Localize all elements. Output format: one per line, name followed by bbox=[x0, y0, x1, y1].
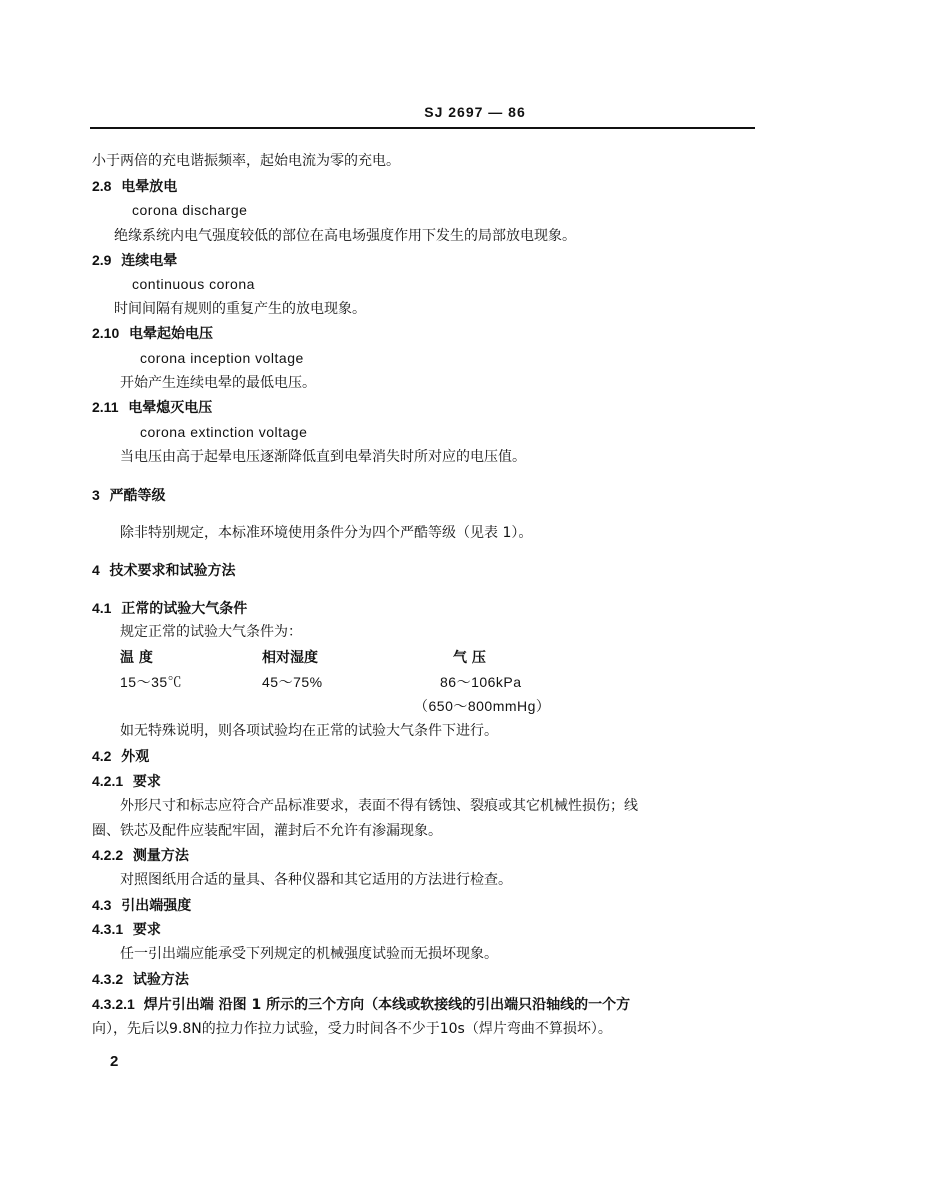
body-text: 圈、铁芯及配件应装配牢固，灌封后不允许有渗漏现象。 bbox=[92, 823, 442, 839]
english-term: continuous corona bbox=[132, 276, 255, 292]
page-number: 2 bbox=[110, 1053, 119, 1070]
definition-text: 绝缘系统内电气强度较低的部位在高电场强度作用下发生的局部放电现象。 bbox=[114, 228, 576, 244]
clause-4-3-heading: 4.3 引出端强度 bbox=[92, 897, 192, 914]
standard-code-header: SJ 2697 — 86 bbox=[424, 104, 526, 120]
temperature-header: 温 度 bbox=[120, 650, 153, 666]
clause-2-9-heading: 2.9 连续电晕 bbox=[92, 252, 178, 269]
body-text: 除非特别规定，本标准环境使用条件分为四个严酷等级（见表 1）。 bbox=[120, 525, 533, 541]
body-text: 对照图纸用合适的量具、各种仪器和其它适用的方法进行检查。 bbox=[120, 872, 512, 888]
header-rule bbox=[90, 127, 755, 129]
english-term: corona discharge bbox=[132, 202, 248, 218]
clause-2-11-heading: 2.11 电晕熄灭电压 bbox=[92, 399, 213, 416]
body-text: 向），先后以9.8N的拉力作拉力试验，受力时间各不少于10s（焊片弯曲不算损坏）。 bbox=[92, 1021, 612, 1037]
section-3-heading: 3 严酷等级 bbox=[92, 487, 166, 504]
text-line: 小于两倍的充电谐振频率，起始电流为零的充电。 bbox=[92, 153, 400, 169]
english-term: corona inception voltage bbox=[140, 350, 304, 366]
pressure-value-mmhg: （650～800mmHg） bbox=[414, 698, 551, 714]
definition-text: 时间间隔有规则的重复产生的放电现象。 bbox=[114, 301, 366, 317]
clause-4-3-2-heading: 4.3.2 试验方法 bbox=[92, 971, 189, 988]
body-text: 任一引出端应能承受下列规定的机械强度试验而无损坏现象。 bbox=[120, 946, 498, 962]
clause-4-1-heading: 4.1 正常的试验大气条件 bbox=[92, 600, 248, 617]
body-text: 外形尺寸和标志应符合产品标准要求，表面不得有锈蚀、裂痕或其它机械性损伤；线 bbox=[120, 798, 638, 814]
body-text: 如无特殊说明，则各项试验均在正常的试验大气条件下进行。 bbox=[120, 723, 498, 739]
clause-4-2-heading: 4.2 外观 bbox=[92, 748, 150, 765]
definition-text: 当电压由高于起晕电压逐渐降低直到电晕消失时所对应的电压值。 bbox=[120, 449, 526, 465]
clause-2-10-heading: 2.10 电晕起始电压 bbox=[92, 325, 213, 342]
body-text: 规定正常的试验大气条件为： bbox=[120, 624, 302, 640]
clause-4-2-2-heading: 4.2.2 测量方法 bbox=[92, 847, 189, 864]
english-term: corona extinction voltage bbox=[140, 424, 308, 440]
pressure-header: 气 压 bbox=[453, 650, 486, 666]
humidity-header: 相对湿度 bbox=[262, 650, 318, 666]
section-4-heading: 4 技术要求和试验方法 bbox=[92, 562, 236, 579]
clause-4-3-2-1-text: 4.3.2.1 焊片引出端 沿图 1 所示的三个方向（本线或软接线的引出端只沿轴线的一个方 bbox=[92, 996, 631, 1013]
temperature-value: 15～35℃ bbox=[120, 674, 183, 690]
definition-text: 开始产生连续电晕的最低电压。 bbox=[120, 375, 316, 391]
humidity-value: 45～75% bbox=[262, 674, 323, 690]
clause-2-8-heading: 2.8 电晕放电 bbox=[92, 178, 178, 195]
clause-4-2-1-heading: 4.2.1 要求 bbox=[92, 773, 161, 790]
pressure-value-kpa: 86～106kPa bbox=[440, 674, 522, 690]
clause-4-3-1-heading: 4.3.1 要求 bbox=[92, 921, 161, 938]
